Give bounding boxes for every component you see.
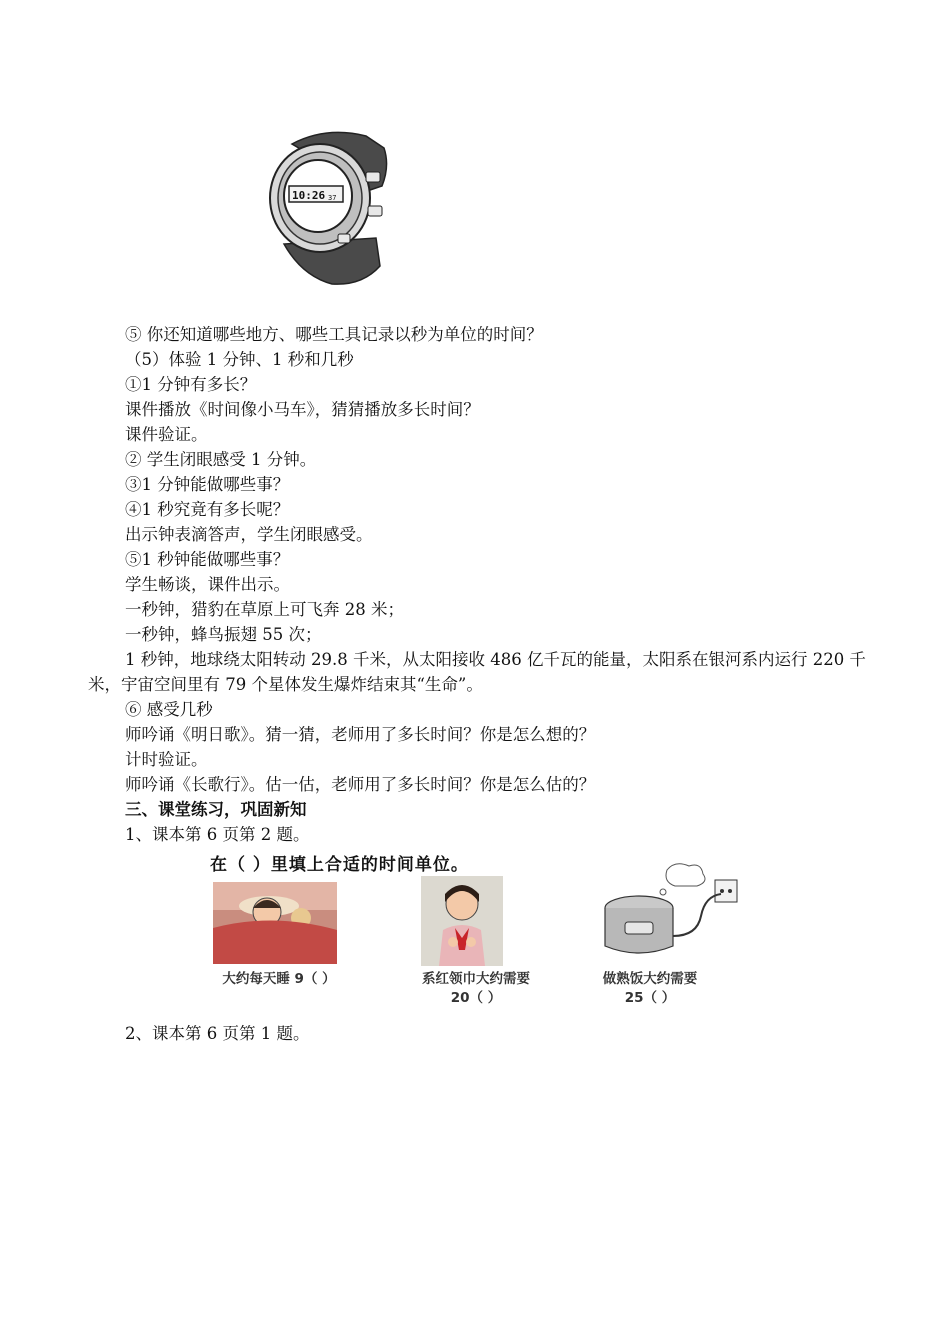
- exercise-figure: [205, 846, 765, 1016]
- text-line: ⑥ 感受几秒: [125, 700, 213, 719]
- section-heading: 三、课堂练习，巩固新知: [125, 800, 307, 819]
- watch-time: 10:26: [292, 189, 326, 202]
- text-line: ② 学生闭眼感受 1 分钟。: [125, 450, 317, 469]
- wristwatch-illustration: [262, 126, 390, 288]
- text-line: 一秒钟，猎豹在草原上可飞奔 28 米；: [125, 600, 404, 619]
- watch-seconds: 37: [328, 194, 337, 202]
- caption-scarf: 系红领巾大约需要 20（ ）: [422, 971, 530, 1006]
- text-line: 学生畅谈，课件出示。: [125, 575, 290, 594]
- text-line: ④1 秒究竟有多长呢？: [125, 500, 290, 519]
- text-line: ⑤ 你还知道哪些地方、哪些工具记录以秒为单位的时间？: [125, 325, 543, 344]
- caption-sleep: 大约每天睡 9（ ）: [222, 971, 336, 987]
- caption-rice: 做熟饭大约需要 25（ ）: [602, 971, 698, 1006]
- text-line: 出示钟表滴答声，学生闭眼感受。: [125, 525, 373, 544]
- text-line: 师吟诵《明日歌》。猜一猜，老师用了多长时间？你是怎么想的？: [125, 725, 596, 744]
- text-line: 课件验证。: [125, 425, 208, 444]
- rice-cooker-image: [597, 860, 747, 966]
- text-line: 一秒钟，蜂鸟振翅 55 次；: [125, 625, 322, 644]
- text-line: ①1 分钟有多长？: [125, 375, 257, 394]
- text-line: 计时验证。: [125, 750, 208, 769]
- sleeping-child-image: [213, 882, 337, 964]
- figure-title: 在（ ）里填上合适的时间单位。: [210, 855, 469, 875]
- girl-tying-scarf-image: [421, 876, 503, 966]
- exercise-2: 2、课本第 6 页第 1 题。: [125, 1024, 310, 1043]
- earth-paragraph: 1 秒钟，地球绕太阳转动 29.8 千米，从太阳接收 486 亿千瓦的能量，太阳系在银河系内运行 220 千米，宇宙空间里有 79 个星体发生爆炸结束其“生命”。: [88, 650, 866, 694]
- lesson-text: [88, 322, 885, 847]
- text-line: ③1 分钟能做哪些事？: [125, 475, 290, 494]
- text-line: 师吟诵《长歌行》。估一估，老师用了多长时间？你是怎么估的？: [125, 775, 596, 794]
- text-line: ⑤1 秒钟能做哪些事？: [125, 550, 290, 569]
- text-line: 课件播放《时间像小马车》，猜猜播放多长时间？: [125, 400, 480, 419]
- exercise-1: 1、课本第 6 页第 2 题。: [125, 825, 310, 844]
- text-line: （5）体验 1 分钟、1 秒和几秒: [125, 350, 354, 369]
